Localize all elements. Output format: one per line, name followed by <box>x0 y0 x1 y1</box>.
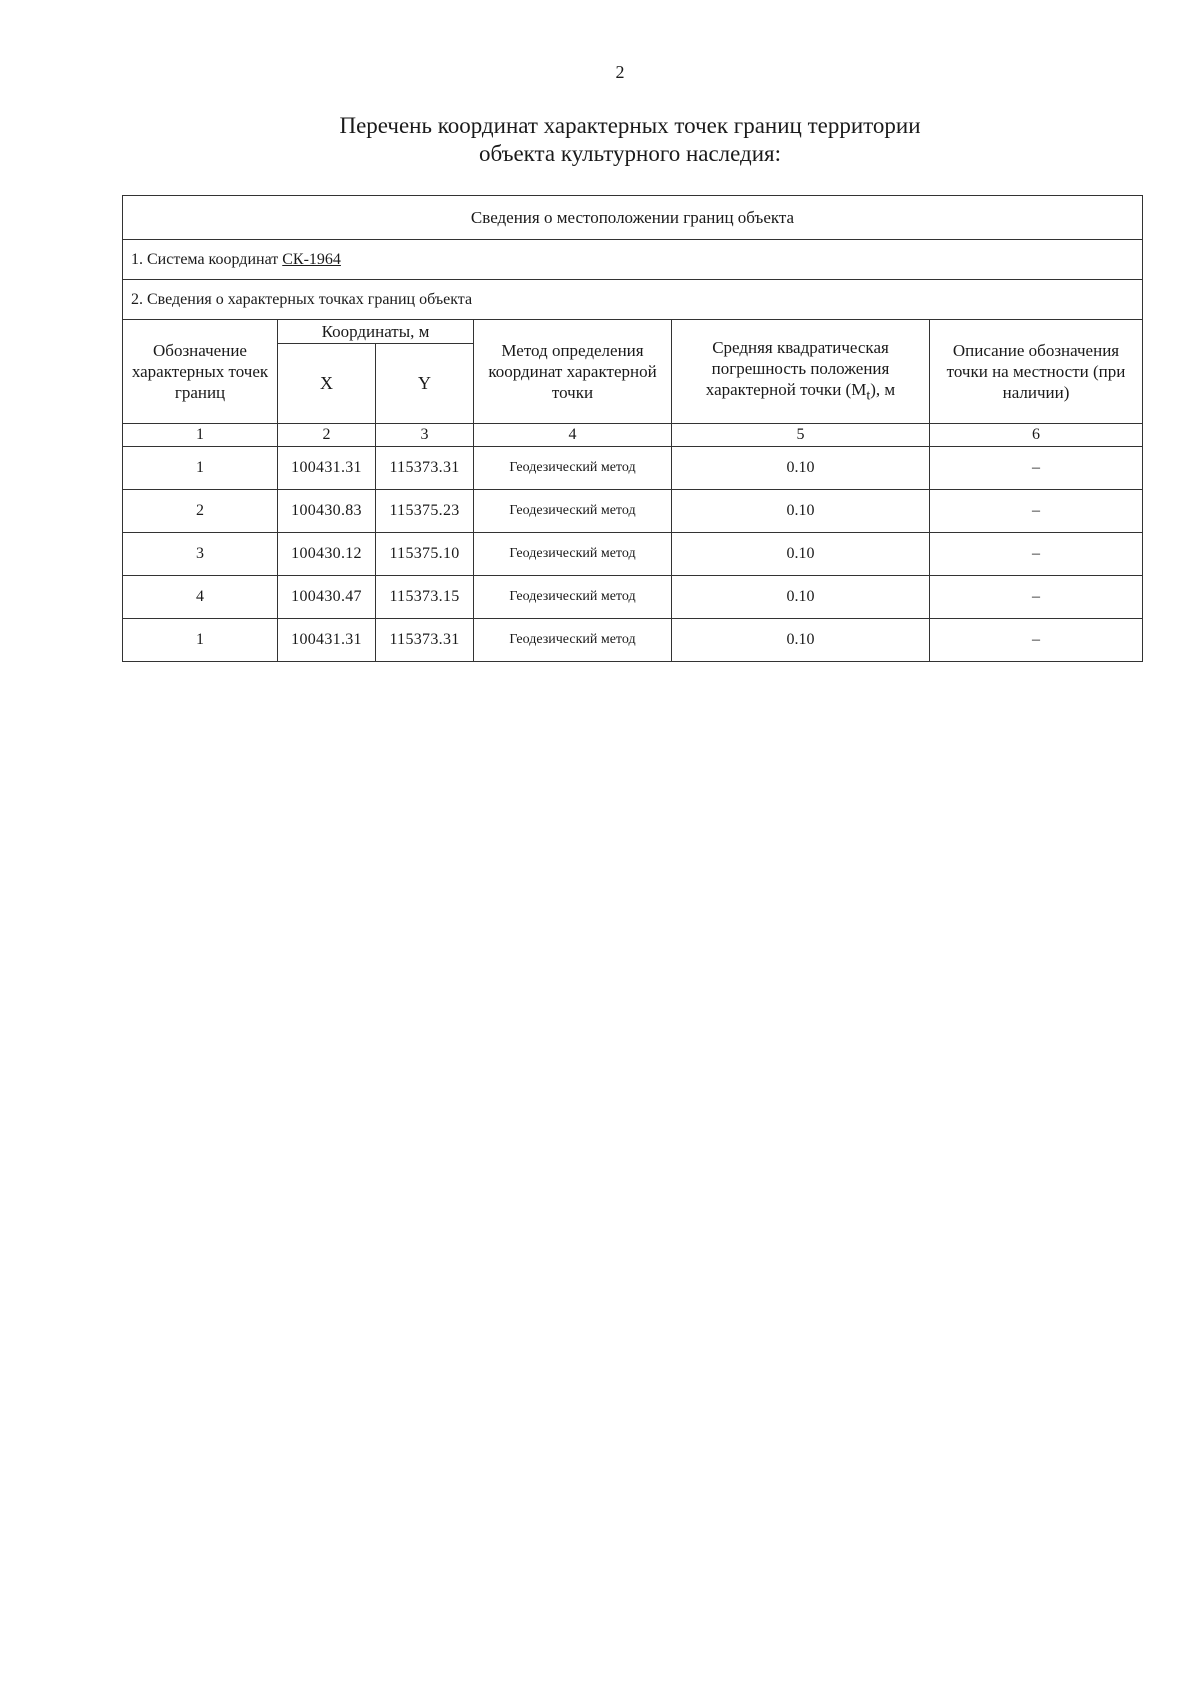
title-line-1: Перечень координат характерных точек границ территории <box>339 113 921 138</box>
x-value: 100431.31 <box>278 619 376 662</box>
coordinates-table <box>122 195 1143 662</box>
coordinate-system-value: СК-1964 <box>282 250 341 268</box>
column-number: 5 <box>672 424 930 447</box>
points-section-label: 2. Сведения о характерных точках границ объекта <box>123 280 1143 320</box>
error-value: 0.10 <box>672 533 930 576</box>
method-value: Геодезический метод <box>474 447 672 490</box>
table-row <box>123 619 1143 662</box>
column-number: 4 <box>474 424 672 447</box>
page-number: 2 <box>615 62 625 82</box>
x-value: 100430.47 <box>278 576 376 619</box>
table-banner: Сведения о местоположении границ объекта <box>123 196 1143 240</box>
y-value: 115373.15 <box>376 576 474 619</box>
point-id: 3 <box>123 533 278 576</box>
y-value: 115375.23 <box>376 490 474 533</box>
y-value: 115373.31 <box>376 447 474 490</box>
coordinate-system-label: 1. Система координат <box>131 250 279 268</box>
x-value: 100431.31 <box>278 447 376 490</box>
description-value: – <box>930 533 1143 576</box>
error-value: 0.10 <box>672 490 930 533</box>
column-number: 6 <box>930 424 1143 447</box>
x-value: 100430.83 <box>278 490 376 533</box>
point-id: 2 <box>123 490 278 533</box>
error-value: 0.10 <box>672 576 930 619</box>
point-id: 1 <box>123 447 278 490</box>
point-id: 1 <box>123 619 278 662</box>
header-y: Y <box>376 344 474 424</box>
method-value: Геодезический метод <box>474 619 672 662</box>
method-value: Геодезический метод <box>474 533 672 576</box>
description-value: – <box>930 576 1143 619</box>
header-description: Описание обозначения точки на местности (при наличии) <box>930 320 1143 424</box>
title-line-2: объекта культурного наследия: <box>478 141 782 166</box>
table-row <box>123 447 1143 490</box>
header-designation: Обозначение характерных точек границ <box>123 320 278 424</box>
x-value: 100430.12 <box>278 533 376 576</box>
column-number: 3 <box>376 424 474 447</box>
description-value: – <box>930 447 1143 490</box>
column-number: 2 <box>278 424 376 447</box>
header-coordinates: Координаты, м <box>278 320 474 344</box>
error-value: 0.10 <box>672 447 930 490</box>
table-row <box>123 490 1143 533</box>
table-row <box>123 533 1143 576</box>
document-title <box>0 112 1200 168</box>
description-value: – <box>930 490 1143 533</box>
method-value: Геодезический метод <box>474 490 672 533</box>
y-value: 115375.10 <box>376 533 474 576</box>
description-value: – <box>930 619 1143 662</box>
header-error: Средняя квадратическая погрешность положения характерной точки $(M_t)$, м <box>672 320 930 424</box>
header-x: X <box>278 344 376 424</box>
header-method: Метод определения координат характерной точки <box>474 320 672 424</box>
point-id: 4 <box>123 576 278 619</box>
error-value: 0.10 <box>672 619 930 662</box>
y-value: 115373.31 <box>376 619 474 662</box>
column-number: 1 <box>123 424 278 447</box>
method-value: Геодезический метод <box>474 576 672 619</box>
table-row <box>123 576 1143 619</box>
coordinate-system-row <box>123 240 1143 280</box>
